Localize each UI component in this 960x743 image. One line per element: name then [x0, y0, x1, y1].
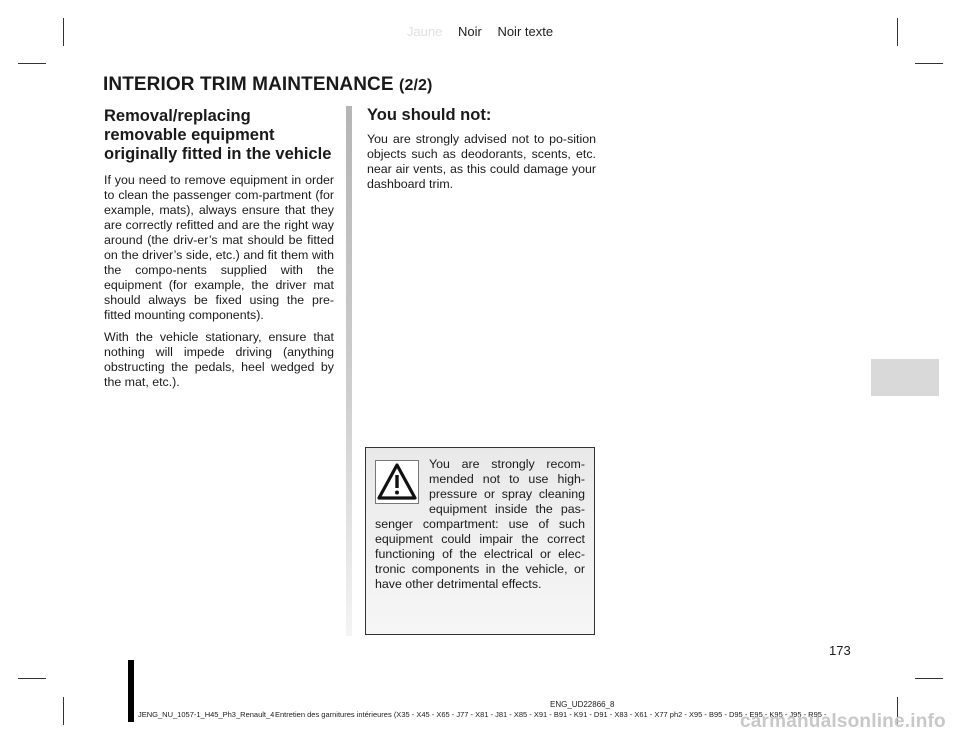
chapter-side-tab — [871, 359, 939, 396]
page-title-suffix: (2/2) — [399, 77, 433, 94]
column-divider — [346, 106, 352, 636]
crop-mark — [915, 63, 943, 64]
left-paragraph: With the vehicle stationary, ensure that nothing will impede driving (anything obstructing the pedals, heel wedged by the mat, etc.). — [104, 330, 334, 389]
warning-box — [365, 447, 595, 635]
print-color-header — [0, 24, 960, 39]
footer-document-id: JENG_NU_1057-1_H45_Ph3_Renault_4 — [138, 710, 275, 719]
crop-mark — [915, 678, 943, 679]
right-column — [367, 106, 596, 199]
left-section-heading: Removal/replacing removable equipment originally fitted in the vehicle — [104, 107, 332, 163]
right-paragraph: You are strongly advised not to po-sition objects such as deodorants, scents, etc. near air vents, as this could damage your dashboard trim. — [367, 132, 596, 191]
page-title — [103, 74, 432, 96]
warning-text: You are strongly recom-mended not to use high-pressure or spray cleaning equipment inside the pas-senger compartment: use of such equipment could impair the correct functioning of the electrical or elec-tronic components in the vehicle, or have other detrimental effects. — [375, 457, 585, 591]
watermark: carmanualsonline.info — [740, 711, 946, 732]
crop-mark — [18, 63, 46, 64]
warning-triangle-icon — [375, 460, 419, 504]
page-title-main: INTERIOR TRIM MAINTENANCE — [103, 74, 394, 95]
print-header-noir: Noir — [457, 24, 482, 39]
print-header-jaune: Jaune — [406, 24, 443, 39]
crop-mark — [63, 697, 64, 725]
reference-code: ENG_UD22866_8 — [550, 700, 615, 709]
print-header-noir-texte: Noir texte — [497, 24, 554, 39]
page-number: 173 — [829, 643, 851, 658]
right-section-heading: You should not: — [367, 106, 492, 124]
left-column — [104, 107, 334, 397]
left-paragraph: If you need to remove equipment in order to clean the passenger com-partment (for example, mats), always ensure that they are correctly refitted and are the right way around (the driv-er’s mat should be fitted on the driver’s side, etc.) and fit them with the compo-nents supplied with the equipment (for example, the driver mat should always be fixed using the pre-fitted mounting components). — [104, 173, 334, 322]
crop-mark — [18, 678, 46, 679]
footer-model-list: Entretien des garnitures intérieures (X35 - X45 - X65 - J77 - X81 - J81 - X85 - X91 - B91 - K91 - D91 - X83 - X61 - X77 ph2 - X95 - B95 - D95 - E95 - K95 - J95 - R95 - — [275, 710, 827, 719]
binding-bar — [128, 660, 134, 722]
